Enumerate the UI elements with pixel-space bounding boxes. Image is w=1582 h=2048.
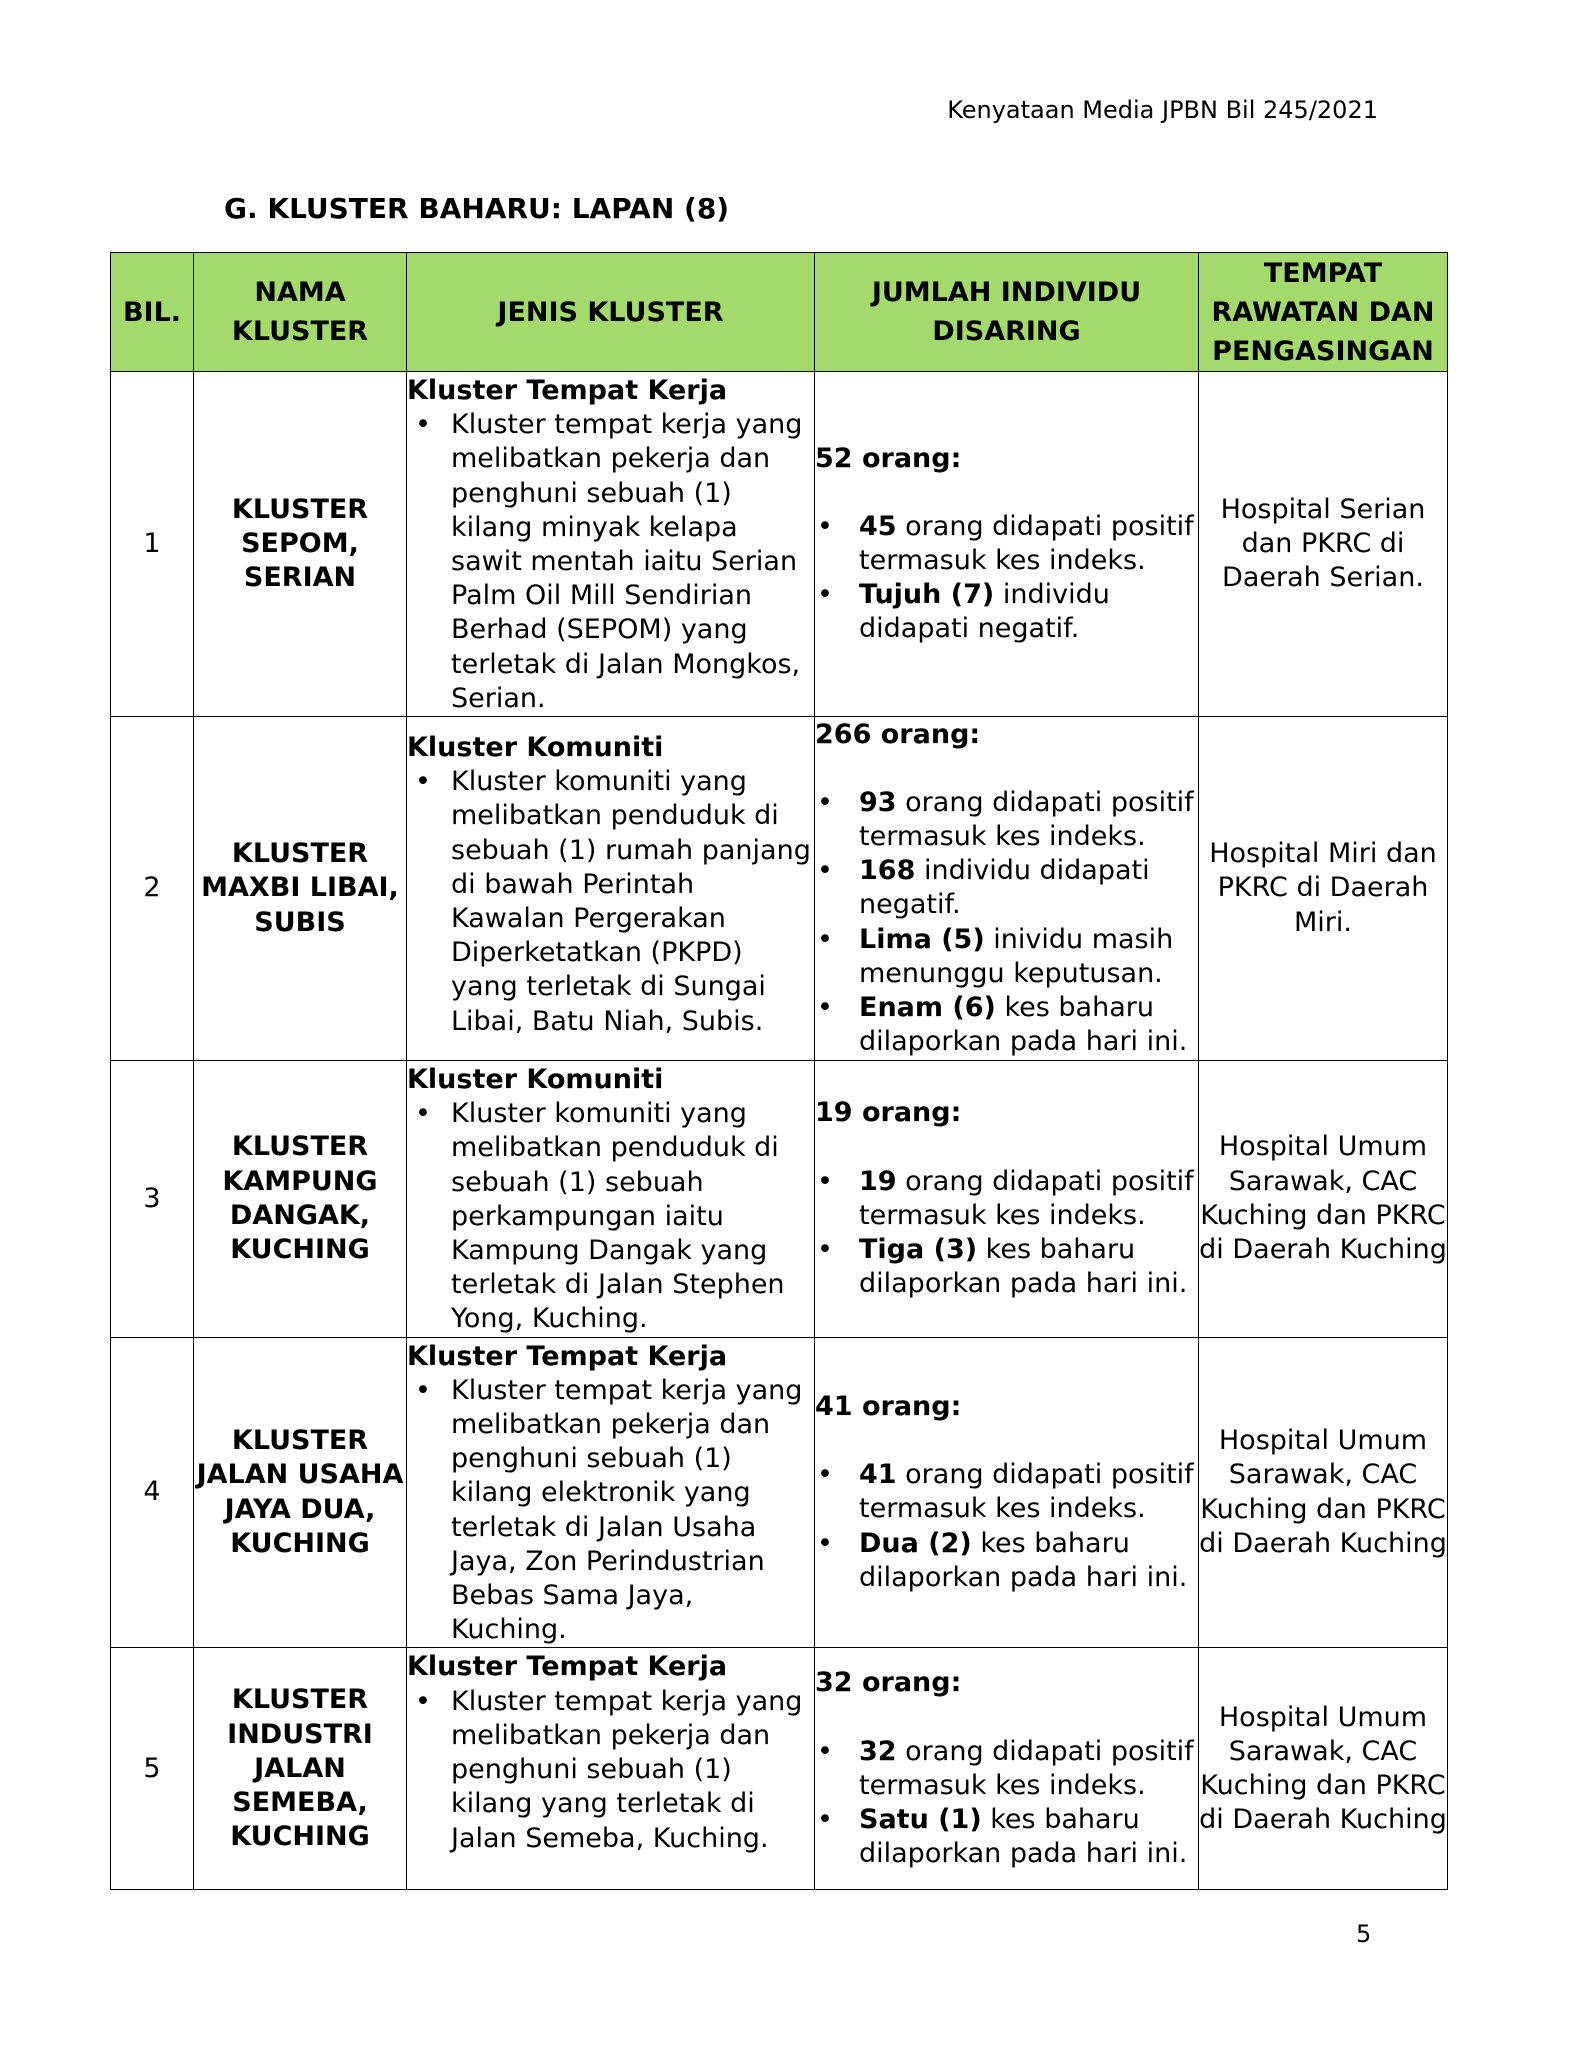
result-bullet bbox=[815, 1458, 1198, 1526]
result-bullet bbox=[815, 786, 1198, 854]
result-count: Tujuh (7) bbox=[859, 579, 995, 611]
table-row bbox=[111, 1061, 1448, 1338]
column-header-jumlah-individu: JUMLAH INDIVIDU DISARING bbox=[815, 253, 1199, 372]
cluster-description-list bbox=[407, 765, 814, 1039]
cell-cluster-type bbox=[407, 372, 815, 717]
table-row bbox=[111, 372, 1448, 717]
result-count: Lima (5) bbox=[859, 923, 985, 955]
cluster-description: • Kluster tempat kerja yang melibatkan pekerja dan penghuni sebuah (1) kilang elektronik yang terletak di Jalan Usaha Jaya, Zon Perindustrian Bebas Sama Jaya, Kuching. bbox=[407, 1374, 814, 1648]
screened-total: 19 orang: bbox=[815, 1097, 962, 1129]
result-list bbox=[815, 510, 1198, 647]
cell-screened-count bbox=[815, 1337, 1199, 1648]
cluster-description-list bbox=[407, 408, 814, 716]
cluster-table bbox=[110, 252, 1448, 1890]
result-count: 19 bbox=[859, 1165, 897, 1197]
cell-cluster-type bbox=[407, 1648, 815, 1890]
result-bullet bbox=[815, 923, 1198, 991]
cell-treatment-location: Hospital Umum Sarawak, CAC Kuching dan PKRC di Daerah Kuching bbox=[1199, 1648, 1448, 1890]
result-text: orang didapati positif termasuk kes indeks. bbox=[859, 1735, 1194, 1801]
result-list bbox=[815, 1165, 1198, 1302]
cell-cluster-name: KLUSTER JALAN USAHA JAYA DUA, KUCHING bbox=[194, 1337, 407, 1648]
result-count: 93 bbox=[859, 786, 897, 818]
column-header-jenis-kluster: JENIS KLUSTER bbox=[407, 253, 815, 372]
result-text: orang didapati positif termasuk kes indeks. bbox=[859, 1165, 1194, 1231]
cluster-description: • Kluster tempat kerja yang melibatkan pekerja dan penghuni sebuah (1) kilang yang terletak di Jalan Semeba, Kuching. bbox=[407, 1685, 814, 1856]
result-count: 168 bbox=[859, 855, 916, 887]
table-row bbox=[111, 1337, 1448, 1648]
cell-screened-count bbox=[815, 372, 1199, 717]
screened-total: 41 orang: bbox=[815, 1391, 962, 1423]
screened-total: 32 orang: bbox=[815, 1667, 962, 1699]
result-text: orang didapati positif termasuk kes indeks. bbox=[859, 786, 1194, 853]
result-text: kes baharu dilaporkan pada hari ini. bbox=[859, 1233, 1188, 1300]
screened-total: 266 orang: bbox=[815, 718, 981, 750]
screened-total: 52 orang: bbox=[815, 442, 962, 474]
column-header-tempat-rawatan: TEMPAT RAWATAN DAN PENGASINGAN bbox=[1199, 253, 1448, 372]
result-text: kes baharu dilaporkan pada hari ini. bbox=[859, 1804, 1188, 1870]
result-text: kes baharu dilaporkan pada hari ini. bbox=[859, 992, 1188, 1058]
cluster-description: • Kluster komuniti yang melibatkan penduduk di sebuah (1) sebuah perkampungan iaitu Kampung Dangak yang terletak di Jalan Stephen Yong, Kuching. bbox=[407, 1097, 814, 1336]
cluster-type-title: Kluster Tempat Kerja bbox=[407, 1340, 728, 1372]
cell-screened-count bbox=[815, 717, 1199, 1061]
table-row bbox=[111, 1648, 1448, 1890]
cell-cluster-name: KLUSTER SEPOM, SERIAN bbox=[194, 372, 407, 717]
cell-bil: 3 bbox=[111, 1061, 194, 1338]
cell-treatment-location: Hospital Miri dan PKRC di Daerah Miri. bbox=[1199, 717, 1448, 1061]
cell-screened-count bbox=[815, 1061, 1199, 1338]
cluster-description: • Kluster tempat kerja yang melibatkan pekerja dan penghuni sebuah (1) kilang minyak kelapa sawit mentah iaitu Serian Palm Oil Mill Sendirian Berhad (SEPOM) yang terletak di Jalan Mongkos, Serian. bbox=[407, 408, 814, 716]
cluster-description-list bbox=[407, 1097, 814, 1336]
cell-bil: 4 bbox=[111, 1337, 194, 1648]
result-bullet bbox=[815, 578, 1198, 646]
result-text: orang didapati positif termasuk kes indeks. bbox=[859, 1459, 1194, 1525]
result-text: inividu masih menunggu keputusan. bbox=[859, 923, 1174, 989]
result-text: individu didapati negatif. bbox=[859, 579, 1110, 645]
cell-treatment-location: Hospital Umum Sarawak, CAC Kuching dan PKRC di Daerah Kuching bbox=[1199, 1337, 1448, 1648]
cell-treatment-location: Hospital Serian dan PKRC di Daerah Serian. bbox=[1199, 372, 1448, 717]
cell-cluster-name: KLUSTER KAMPUNG DANGAK, KUCHING bbox=[194, 1061, 407, 1338]
result-count: Dua (2) bbox=[859, 1527, 972, 1559]
cell-cluster-name: KLUSTER INDUSTRI JALAN SEMEBA, KUCHING bbox=[194, 1648, 407, 1890]
result-bullet bbox=[815, 854, 1198, 922]
result-list bbox=[815, 786, 1198, 1060]
result-count: Satu (1) bbox=[859, 1804, 982, 1836]
result-bullet bbox=[815, 1233, 1198, 1301]
cell-screened-count bbox=[815, 1648, 1199, 1890]
cluster-description-list bbox=[407, 1685, 814, 1856]
result-bullet bbox=[815, 1803, 1198, 1871]
cluster-type-title: Kluster Tempat Kerja bbox=[407, 375, 728, 406]
cell-bil: 5 bbox=[111, 1648, 194, 1890]
result-count: Tiga (3) bbox=[859, 1233, 978, 1265]
result-count: 32 bbox=[859, 1735, 897, 1767]
cluster-type-title: Kluster Komuniti bbox=[407, 1064, 664, 1096]
result-bullet bbox=[815, 1165, 1198, 1233]
cluster-description-list bbox=[407, 1374, 814, 1648]
cluster-type-title: Kluster Tempat Kerja bbox=[407, 1651, 728, 1683]
page-number: 5 bbox=[1356, 1920, 1372, 1948]
result-bullet bbox=[815, 1735, 1198, 1803]
result-list bbox=[815, 1458, 1198, 1595]
cell-bil: 1 bbox=[111, 372, 194, 717]
cell-treatment-location: Hospital Umum Sarawak, CAC Kuching dan PKRC di Daerah Kuching bbox=[1199, 1061, 1448, 1338]
result-bullet bbox=[815, 1527, 1198, 1595]
cluster-description: • Kluster komuniti yang melibatkan penduduk di sebuah (1) rumah panjang di bawah Perintah Kawalan Pergerakan Diperketatkan (PKPD) yang terletak di Sungai Libai, Batu Niah, Subis. bbox=[407, 765, 814, 1039]
column-header-bil: BIL. bbox=[111, 253, 194, 372]
result-bullet bbox=[815, 510, 1198, 578]
cell-cluster-name: KLUSTER MAXBI LIBAI, SUBIS bbox=[194, 717, 407, 1061]
result-bullet bbox=[815, 991, 1198, 1059]
cell-cluster-type bbox=[407, 1337, 815, 1648]
result-count: 41 bbox=[859, 1459, 897, 1491]
column-header-nama-kluster: NAMA KLUSTER bbox=[194, 253, 407, 372]
table-row bbox=[111, 717, 1448, 1061]
result-text: individu didapati negatif. bbox=[859, 855, 1150, 921]
result-text: kes baharu dilaporkan pada hari ini. bbox=[859, 1527, 1188, 1593]
result-count: Enam (6) bbox=[859, 992, 996, 1024]
media-statement-reference: Kenyataan Media JPBN Bil 245/2021 bbox=[947, 96, 1378, 124]
table-header-row bbox=[111, 253, 1448, 372]
result-text: orang didapati positif termasuk kes indeks. bbox=[859, 510, 1194, 576]
cell-cluster-type bbox=[407, 717, 815, 1061]
section-title: G. KLUSTER BAHARU: LAPAN (8) bbox=[224, 192, 730, 225]
cluster-type-title: Kluster Komuniti bbox=[407, 732, 664, 764]
cell-cluster-type bbox=[407, 1061, 815, 1338]
cell-bil: 2 bbox=[111, 717, 194, 1061]
result-list bbox=[815, 1735, 1198, 1872]
result-count: 45 bbox=[859, 510, 897, 542]
